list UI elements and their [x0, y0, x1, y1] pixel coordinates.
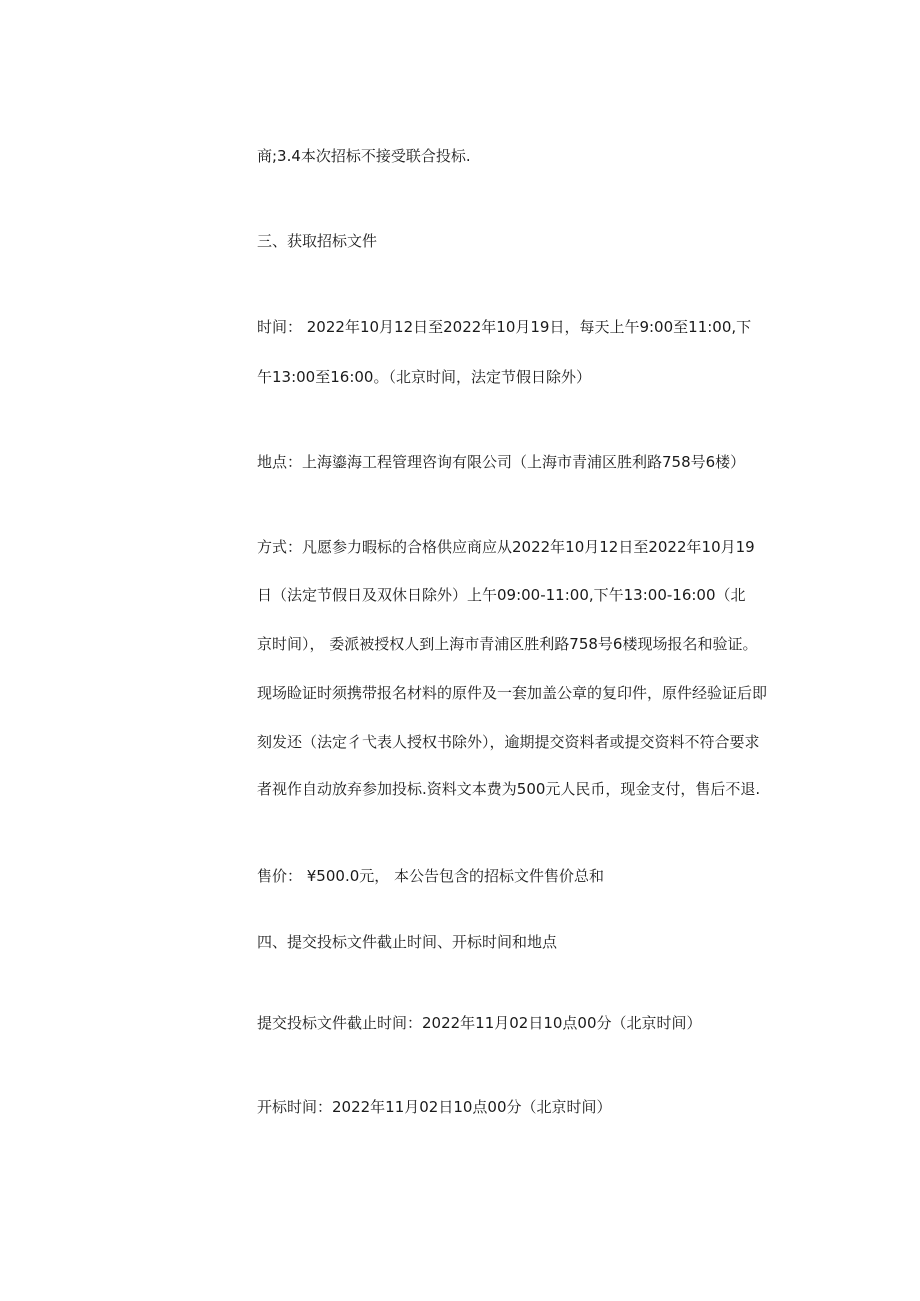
text-line-opening-time: 开标时间：2022年11月02日10点00分（北京时间） — [257, 1098, 612, 1116]
text-line-method-5: 刻发还（法定彳弋表人授权书除外），逾期提交资料者或提交资料不符合要求 — [257, 733, 760, 751]
text-line-method-2: 日（法定节假日及双休日除外）上午09:00-11:00,下午13:00-16:00（北 — [257, 586, 746, 604]
text-line-location: 地点：上海鎏海工程管理咨询有限公司（上海市青浦区胜利路758号6楼） — [257, 453, 746, 471]
section-heading-submission: 四、提交投标文件截止时间、开标时间和地点 — [257, 933, 558, 951]
text-line-method-1: 方式：凡愿参力暇标的合格供应商应从2022年10月12日至2022年10月19 — [257, 538, 755, 556]
text-line-method-3: 京时间）， 委派被授权人到上海市青浦区胜利路758号6楼现场报名和验证。 — [257, 635, 758, 653]
text-line-time-2: 午13:00至16:00。（北京时间，法定节假日除外） — [257, 368, 591, 386]
text-line-joint-bid: 商;3.4本次招标不接受联合投标. — [257, 147, 471, 165]
text-line-method-6: 者视作自动放弃参加投标.资料文本费为500元人民币，现金支付，售后不退. — [257, 780, 761, 798]
section-heading-obtain-documents: 三、获取招标文件 — [257, 232, 378, 250]
text-line-submission-deadline: 提交投标文件截止时间：2022年11月02日10点00分（北京时间） — [257, 1014, 702, 1032]
text-line-time-1: 时间： 2022年10月12日至2022年10月19日，每天上午9:00至11:00,下 — [257, 318, 752, 336]
text-line-method-4: 现场睑证时须携带报名材料的原件及一套加盖公章的复印件，原件经验证后即 — [257, 684, 768, 702]
text-line-price: 售价： ¥500.0元， 本公告包含的招标文件售价总和 — [257, 867, 605, 885]
